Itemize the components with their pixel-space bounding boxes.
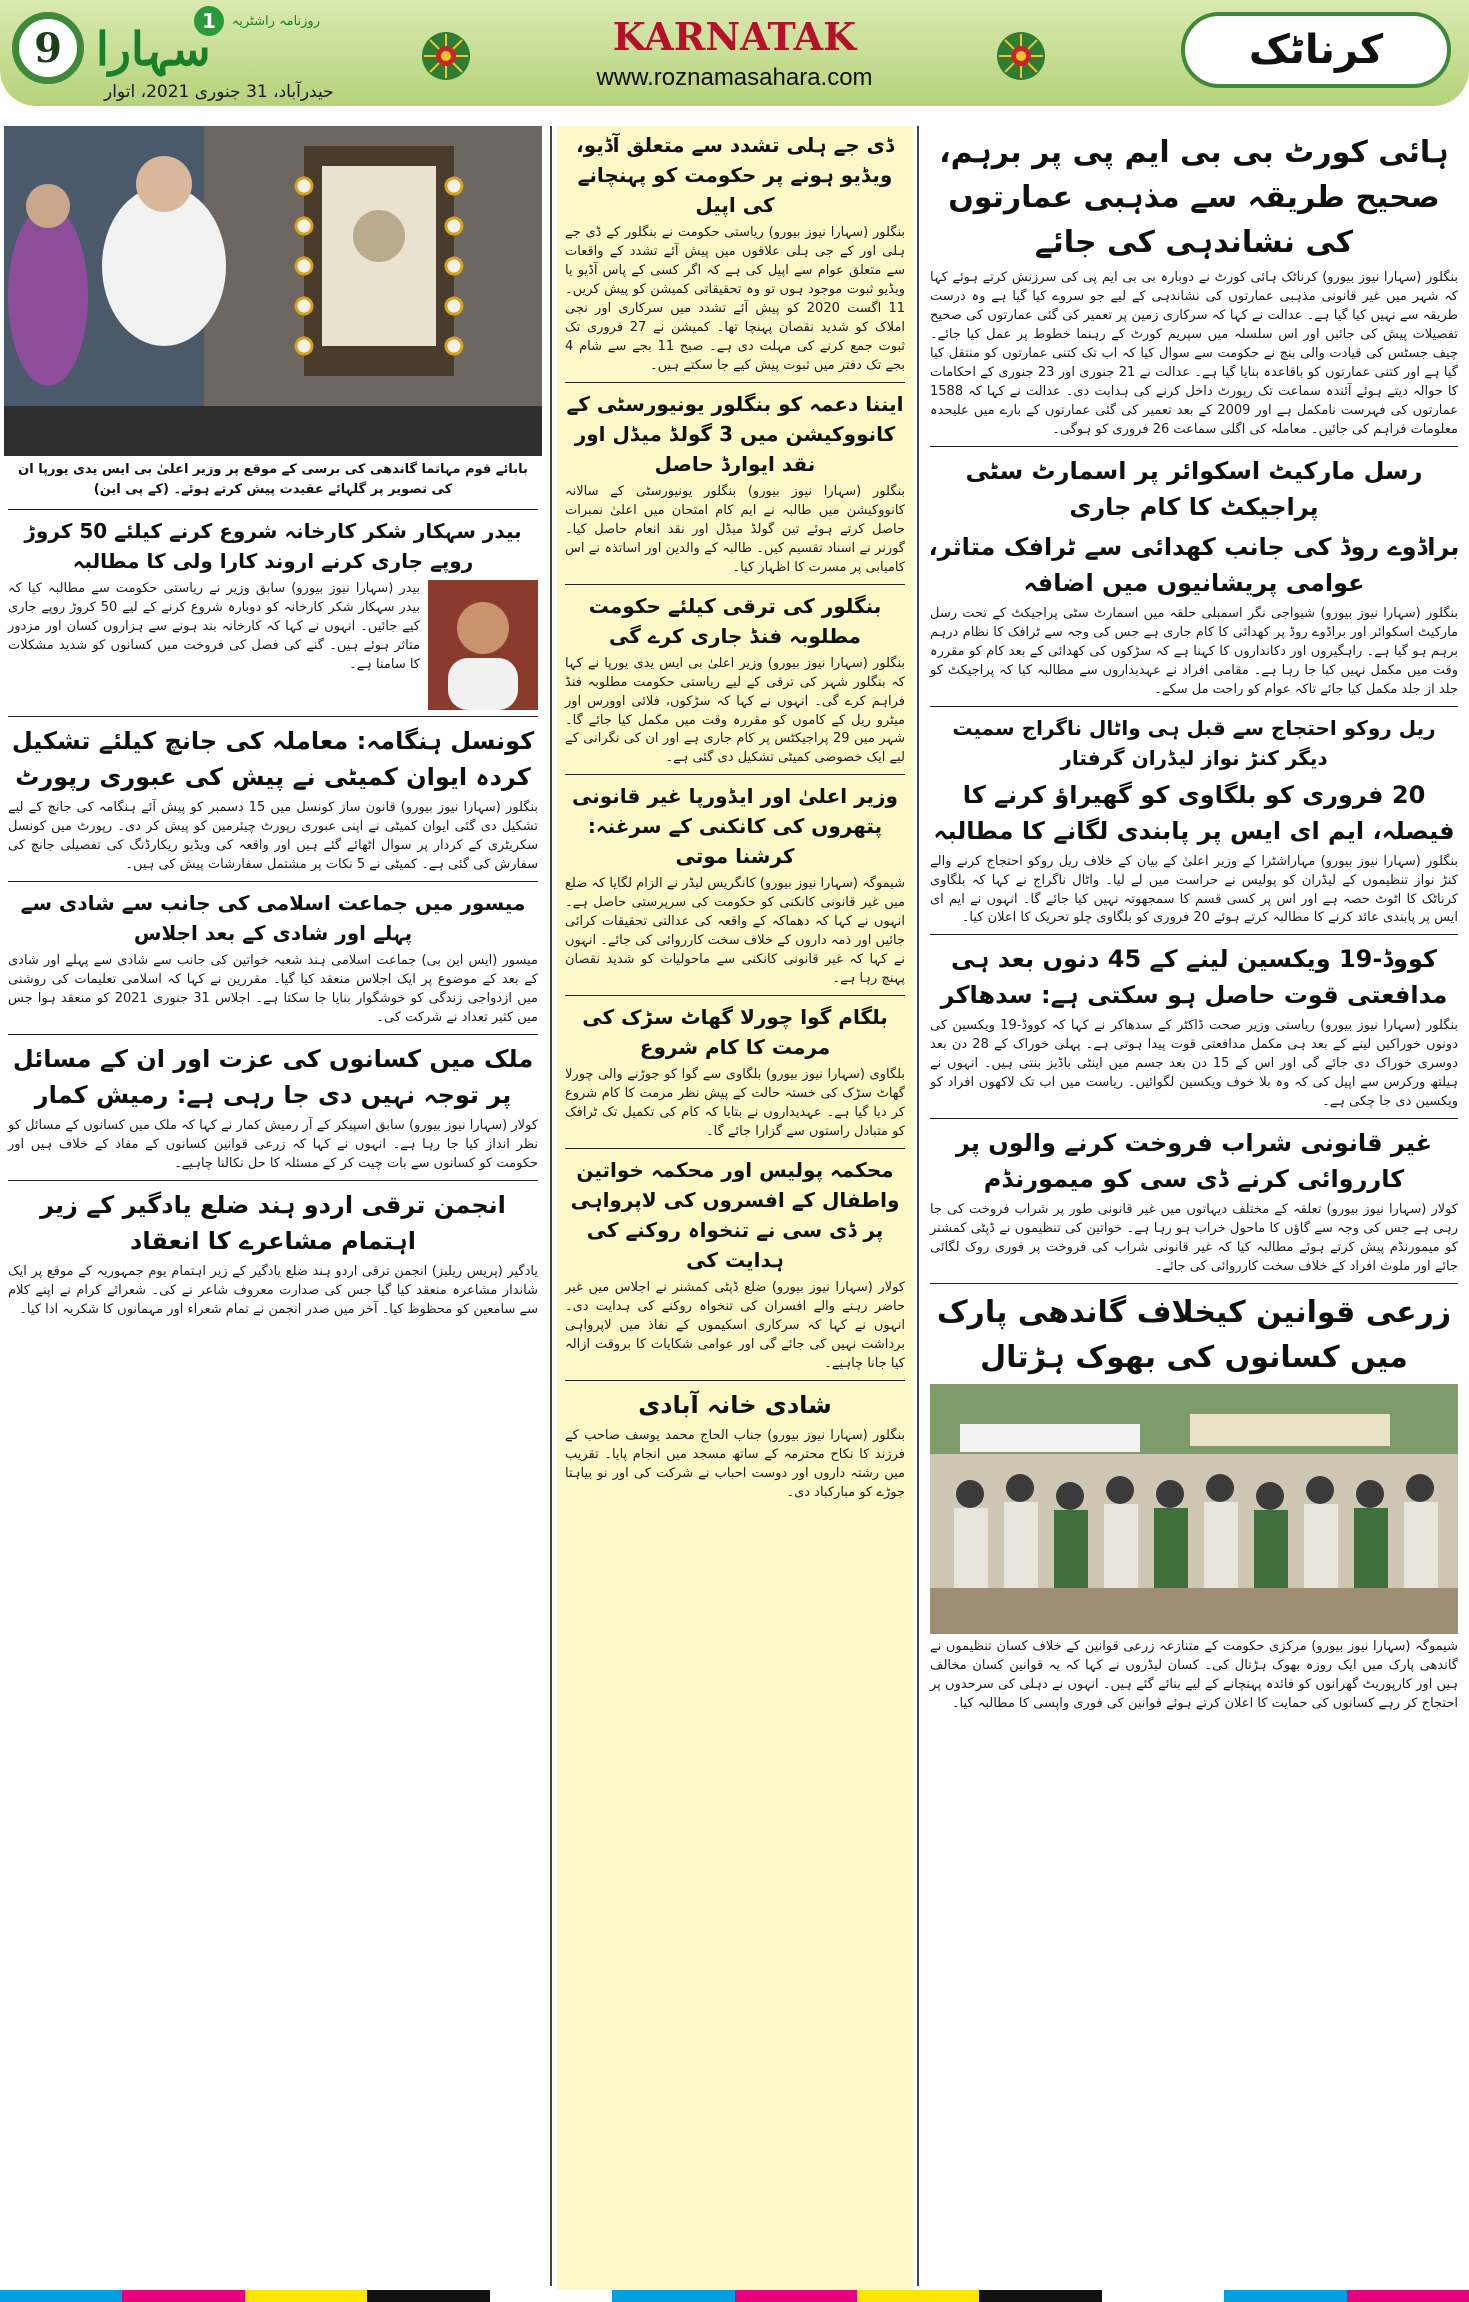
brand-subtitle: روزنامہ راشٹریہ xyxy=(231,14,320,29)
protest-photo xyxy=(930,1384,1458,1634)
story-body: شیموگہ (سہارا نیوز بیورو) کانگریس لیڈر نے الزام لگایا کہ ضلع میں غیر قانونی کانکنی کو حکومت کی سرپرستی حاصل ہے۔ انہوں نے کہا کہ دھماکہ کے واقعہ کی عدالتی تحقیقات کرائی جائیں اور ذمہ داروں کے خلاف سخت کارروائی کی جائے۔ انہوں نے کہا کہ غیر قانونی کانکنی سے ماحولیات کو شدید نقصان پہنچ رہا ہے۔ xyxy=(565,876,905,987)
tribute-photo xyxy=(4,126,542,456)
story-headline: بلگام گوا چورلا گھاٹ سڑک کی مرمت کا کام شروع xyxy=(582,1005,888,1060)
story-body: کولار (سہارا نیوز بیورو) ضلع ڈپٹی کمشنر نے اجلاس میں غیر حاضر رہنے والے افسران کی تنخواہ روکنے کی ہدایت دی۔ انہوں نے کہا کہ سرکاری اسکیموں کے نفاذ میں لاپرواہی برداشت نہیں کی جائے گی اور عوامی شکایات کا بروقت ازالہ کیا جانا چاہیے۔ xyxy=(565,1280,905,1371)
story-headline: بنگلور کی ترقی کیلئے حکومت مطلوبہ فنڈ جاری کرے گی xyxy=(588,593,882,648)
brand-badge: 1 xyxy=(194,6,224,36)
divider xyxy=(565,774,905,775)
story-headline: محکمہ پولیس اور محکمہ خواتین واطفال کے افسروں کی لاپرواہی پر ڈی سی نے تنخواہ روکنے کی ہدایت کی xyxy=(570,1158,900,1273)
story-body: یادگیر (پریس ریلیز) انجمن ترقی اردو ہند ضلع یادگیر کے زیر اہتمام یوم جمہوریہ کے موقع پر ایک شاندار مشاعرہ منعقد کیا گیا جس کی صدارت معروف شاعر نے کی۔ شعرائے کرام نے اپنے کلام سے سامعین کو محظوظ کیا۔ آخر میں صدر انجمن نے تمام شعراء اور مہمانوں کا شکریہ ادا کیا۔ xyxy=(8,1263,538,1317)
story-subhead: 20 فروری کو بلگاوی کو گھیراؤ کرنے کا فیصلہ، ایم ای ایس پر پابندی لگانے کا مطالبہ xyxy=(933,780,1455,845)
page-number: 9 xyxy=(12,12,84,84)
story-headline: ریل روکو احتجاج سے قبل ہی واٹال ناگراج سمیت دیگر کنڑ نواز لیڈران گرفتار xyxy=(952,715,1436,770)
section-title-ur: کرناٹک xyxy=(1181,12,1451,88)
divider xyxy=(930,1118,1458,1119)
divider xyxy=(8,509,538,510)
story-headline: بیدر سہکار شکر کارخانہ شروع کرنے کیلئے 50 کروڑ روپے جاری کرنے اروند کارا ولی کا مطالبہ xyxy=(24,519,522,573)
divider xyxy=(8,716,538,717)
story-headline: میسور میں جماعت اسلامی کی جانب سے شادی سے پہلے اور شادی کے بعد اجلاس xyxy=(20,890,526,945)
color-registration-strip xyxy=(0,2290,1469,2302)
story-headline: کونسل ہنگامہ: معاملہ کی جانچ کیلئے تشکیل کردہ ایوان کمیٹی نے پیش کی عبوری رپورٹ xyxy=(11,727,535,791)
story-body: بلگاوی (سہارا نیوز بیورو) بلگاوی سے گوا کو جوڑنے والی چورلا گھاٹ سڑک کی خستہ حالت کے پیش نظر مرمت کا کام شروع کر دیا گیا ہے۔ عہدیداروں نے بتایا کہ کام کی تکمیل تک ٹرافک کو متبادل راستوں سے گزارا جائے گا۔ xyxy=(565,1067,905,1140)
photo-caption: بابائے قوم مہاتما گاندھی کی برسی کے موقع پر وزیر اعلیٰ بی ایس یدی یورپا ان کی تصویر پر گلہائے عقیدت پیش کرتے ہوئے۔ (کے پی این) xyxy=(18,462,528,497)
story-headline: ڈی جے ہلی تشدد سے متعلق آڈیو، ویڈیو ہونے پر حکومت کو پہنچانے کی اپیل xyxy=(576,133,894,217)
left-column xyxy=(0,126,546,2291)
divider xyxy=(565,382,905,383)
story-headline: شادی خانہ آبادی xyxy=(638,1390,832,1419)
story-body: بنگلور (سہارا نیوز بیورو) ریاستی وزیر صحت ڈاکٹر کے سدھاکر نے کہا کہ کووڈ-19 ویکسین کی دونوں خوراکیں لینے کے بعد ہی مکمل مدافعتی قوت پیدا ہوتی ہے۔ پہلی خوراک کے 28 دن بعد دوسری خوراک دی جائے گی اور اس کے 15 دن بعد جسم میں اینٹی باڈیز بنتی ہیں۔ انہوں نے ہیلتھ ورکرس سے اپیل کی کہ وہ بلا خوف ویکسین لگوائیں۔ ریاست میں اب تک لاکھوں افراد کو ویکسین دی جا چکی ہے۔ xyxy=(930,1018,1459,1110)
story-body: بنگلور (سہارا نیوز بیورو) بنگلور یونیورسٹی کے سالانہ کانووکیشن میں طالبہ نے ایم کام امتحان میں اعلیٰ نمبرات حاصل کرتے ہوئے تین گولڈ میڈل اور نقد انعام حاصل کیا۔ گورنر نے اسناد تقسیم کیں۔ طالبہ کے والدین اور اساتذہ نے اس کامیابی پر مسرت کا اظہار کیا۔ xyxy=(565,483,905,575)
story-body: بنگلور (سہارا نیوز بیورو) ریاستی حکومت نے بنگلور کے ڈی جے ہلی اور کے جی ہلی علاقوں میں پیش آئے تشدد کے واقعات سے متعلق عوام سے اپیل کی ہے کہ اگر کسی کے پاس آڈیو یا ویڈیو ثبوت موجود ہوں تو وہ تحقیقاتی کمیشن کو پیش کریں۔ 11 اگست 2020 کو پیش آئے تشدد میں سرکاری اور نجی املاک کو شدید نقصان پہنچا تھا۔ کمیشن نے 27 فروری تک ثبوت جمع کرنے کی مہلت دی ہے۔ صبح 11 بجے سے شام 4 بجے تک دفتر میں ثبوت پیش کیے جا سکتے ہیں۔ xyxy=(565,225,905,373)
masthead xyxy=(0,0,1469,112)
story-subhead: براڈوے روڈ کی جانب کھدائی سے ٹرافک متاثر، عوامی پریشانیوں میں اضافہ xyxy=(928,532,1460,597)
divider xyxy=(8,881,538,882)
middle-column xyxy=(557,126,913,2301)
divider xyxy=(565,1380,905,1381)
section-title-en: KARNATAK xyxy=(612,14,857,59)
story-with-portrait xyxy=(0,580,546,710)
story-headline: وزیر اعلیٰ اور ایڈورپا غیر قانونی پتھروں کی کانکنی کے سرغنہ: کرشنا موتی xyxy=(572,784,898,869)
story-headline: زرعی قوانین کیخلاف گاندھی پارک میں کسانوں کی بھوک ہڑتال xyxy=(936,1295,1452,1376)
divider xyxy=(8,1180,538,1181)
story-headline: رسل مارکیٹ اسکوائر پر اسمارٹ سٹی پراجیکٹ کا کام جاری xyxy=(965,456,1423,521)
story-body: شیموگہ (سہارا نیوز بیورو) مرکزی حکومت کے متنازعہ زرعی قوانین کے خلاف کسان تنظیموں نے گاندھی پارک میں ایک روزہ بھوک ہڑتال کی۔ کسان لیڈروں نے کہا کہ یہ قوانین کسان مخالف ہیں اور کارپوریٹ گھرانوں کو فائدہ پہنچانے کے لیے بنائے گئے ہیں۔ انہوں نے دہلی کی سرحدوں پر احتجاج کر رہے کسانوں کی حمایت کا اعلان کرتے ہوئے قوانین کی فوری واپسی کا مطالبہ کیا۔ xyxy=(930,1639,1458,1712)
divider xyxy=(930,446,1458,447)
right-column xyxy=(922,126,1466,2291)
story-headline: غیر قانونی شراب فروخت کرنے والوں پر کارروائی کرنے ڈی سی کو میمورنڈم xyxy=(955,1129,1433,1194)
story-headline: ایننا دعمہ کو بنگلور یونیورسٹی کے کانووکیشن میں 3 گولڈ میڈل اور نقد ایوارڈ حاصل xyxy=(566,391,904,476)
divider xyxy=(930,1283,1458,1284)
divider xyxy=(565,1148,905,1149)
column-separator xyxy=(917,126,919,2286)
story-body: بنگلور (سہارا نیوز بیورو) قانون ساز کونسل میں 15 دسمبر کو پیش آئے ہنگامہ کی جانچ کے لیے تشکیل دی گئی ایوان کمیٹی نے اپنی عبوری رپورٹ چیئرمین کو پیش کر دی۔ رپورٹ میں کونسل سکریٹری کے کردار پر سوال اٹھائے گئے ہیں اور واقعہ کی ویڈیو ریکارڈنگ کی تفصیلی جانچ کی سفارش کی گئی ہے۔ کمیٹی نے 5 نکات پر مشتمل سفارشات پیش کی ہیں۔ xyxy=(8,800,538,872)
divider xyxy=(565,584,905,585)
divider xyxy=(8,1034,538,1035)
story-headline: انجمن ترقی اردو ہند ضلع یادگیر کے زیر اہتمام مشاعرے کا انعقاد xyxy=(40,1190,506,1255)
story-headline: کووڈ-19 ویکسین لینے کے 45 دنوں بعد ہی مدافعتی قوت حاصل ہو سکتی ہے: سدھاکر xyxy=(940,945,1448,1010)
divider xyxy=(930,706,1458,707)
site-url[interactable]: www.roznamasahara.com xyxy=(596,64,873,91)
story-body: بنگلور (سہارا نیوز بیورو) جناب الحاج محمد یوسف صاحب کے فرزند کا نکاح محترمہ کے ساتھ مسجد میں انجام پایا۔ تقریب میں رشتہ داروں اور دوست احباب نے شرکت کی اور نو بیاہتا جوڑے کو مبارکباد دی۔ xyxy=(565,1427,905,1500)
story-body: میسور (ایس این بی) جماعت اسلامی ہند شعبہ خواتین کی جانب سے شادی سے پہلے اور شادی کے بعد کے موضوع پر ایک اجلاس منعقد کیا گیا۔ مقررین نے کہا کہ اسلامی تعلیمات کی روشنی میں ازدواجی زندگی کو خوشگوار بنایا جا سکتا ہے۔ اجلاس 31 جنوری 2021 کو منعقد ہوا جس میں کثیر تعداد نے شرکت کی۔ xyxy=(8,952,538,1025)
farmers-protest-image xyxy=(930,1384,1458,1634)
story-body: بیدر (سہارا نیوز بیورو) سابق وزیر نے ریاستی حکومت سے مطالبہ کیا کہ بیدر سہکار شکر کارخانہ کو دوبارہ شروع کرنے کے لیے 50 کروڑ روپے جاری کیے جائیں۔ انہوں نے کہا کہ کارخانہ بند ہونے سے ہزاروں کسان اور مزدور متاثر ہوئے ہیں۔ گنے کی فصل کی فروخت میں کسانوں کو شدید مشکلات کا سامنا ہے۔ xyxy=(8,581,421,672)
story-headline: ملک میں کسانوں کی عزت اور ان کے مسائل پر توجہ نہیں دی جا رہی ہے: رمیش کمار xyxy=(12,1044,534,1109)
story-body: کولار (سہارا نیوز بیورو) تعلقہ کے مختلف دیہاتوں میں غیر قانونی طور پر شراب فروخت کی جا رہی ہے جس کی وجہ سے گاؤں کا ماحول خراب ہو رہا ہے۔ خواتین کی تنظیموں نے ڈپٹی کمشنر کو میمورنڈم پیش کرتے ہوئے مطالبہ کیا کہ غیر قانونی شراب کی فروخت پر فوری روک لگائی جائے اور ملوث افراد کے خلاف سخت کارروائی کی جائے۔ xyxy=(930,1202,1458,1275)
story-body: بنگلور (سہارا نیوز بیورو) شیواجی نگر اسمبلی حلقہ میں اسمارٹ سٹی پراجیکٹ کے تحت رسل مارکیٹ اسکوائر اور براڈوے روڈ پر کھدائی کا کام جاری ہے جس کی وجہ سے ٹرافک کا نظام درہم برہم ہو گیا ہے۔ راہگیروں اور دکانداروں کا کہنا ہے کہ سڑکوں کی کھدائی کے بعد کام کو مقررہ وقت میں مکمل نہیں کیا جا رہا ہے۔ مقامی افراد نے عہدیداروں سے مطالبہ کیا کہ پراجیکٹ کو جلد از جلد مکمل کیا جائے تاکہ عوام کو راحت مل سکے۔ xyxy=(930,605,1458,697)
lead-headline: ہائی کورٹ بی بی ایم پی پر برہم، صحیح طریقہ سے مذہبی عمارتوں کی نشاندہی کی جائے xyxy=(939,135,1449,260)
divider xyxy=(565,995,905,996)
portrait-image xyxy=(428,580,538,710)
story-body: کولار (سہارا نیوز بیورو) سابق اسپیکر کے آر رمیش کمار نے کہا کہ ملک میں کسانوں کے مسائل کو نظر انداز کیا جا رہا ہے۔ انہوں نے کہا کہ زرعی قوانین کسانوں کے مفاد کے خلاف ہیں اور حکومت کو کسانوں سے بات چیت کر کے مسئلہ کا حل نکالنا چاہیے۔ xyxy=(8,1117,538,1171)
tribute-image xyxy=(4,126,542,456)
story-body: بنگلور (سہارا نیوز بیورو) مہاراشٹرا کے وزیر اعلیٰ کے بیان کے خلاف ریل روکو احتجاج کرنے والے کنڑ نواز تنظیموں کے لیڈران کو پولیس نے حراست میں لے لیا۔ واٹال ناگراج نے کہا کہ بلگاوی کرناٹک کا اٹوٹ حصہ ہے اور اس پر کسی قسم کا سمجھوتہ نہیں کیا جائے گا۔ انہوں نے ایم ای ایس پر پابندی عائد کرنے کا مطالبہ کرتے ہوئے 20 فروری کو بلگاوی چلو تحریک کا اعلان کیا۔ xyxy=(930,853,1458,926)
divider xyxy=(930,934,1458,935)
column-separator xyxy=(550,126,552,2286)
lead-body: بنگلور (سہارا نیوز بیورو) کرناٹک ہائی کورٹ نے دوبارہ بی بی ایم پی کی سرزنش کرتے ہوئے کہا کہ شہر میں غیر قانونی مذہبی عمارتوں کی نشاندہی کے لیے جو سروے کیا گیا ہے وہ درست طریقہ سے نہیں کیا گیا ہے۔ عدالت نے کہا کہ سرکاری زمین پر تعمیر کی گئی عمارتوں کی صحیح تفصیلات پیش کی جائیں اور اس سلسلہ میں سپریم کورٹ کے رہنما خطوط پر عمل کیا جائے۔ چیف جسٹس کی قیادت والی بنچ نے حکومت سے سوال کیا کہ اب تک کتنی عمارتوں کو منتقل کیا گیا ہے اور کتنی عمارتوں کو باقاعدہ بنایا گیا ہے۔ عدالت نے 21 جنوری اور 23 جنوری کے احکامات کا حوالہ دیتے ہوئے آئندہ سماعت تک رپورٹ داخل کرنے کی ہدایت دی۔ عدالت نے کہا کہ 1588 عمارتوں کی فہرست نامکمل ہے اور 2009 کے بعد تعمیر کی گئی عمارتوں کے بارے میں علیحدہ معلومات فراہم کی جائیں۔ معاملہ کی اگلی سماعت 26 فروری کو ہوگی۔ xyxy=(930,270,1458,437)
story-body: بنگلور (سہارا نیوز بیورو) وزیر اعلیٰ بی ایس یدی یورپا نے کہا کہ بنگلور شہر کی ترقی کے لیے ریاستی حکومت مطلوبہ فنڈ فراہم کرے گی۔ انہوں نے کہا کہ سڑکوں، فلائی اوورس اور میٹرو ریل کے کاموں کو مقررہ وقت میں مکمل کیا جائے گا۔ شہر میں 29 پراجیکٹس پر کام جاری ہے اور ان کی نگرانی کے لیے ایک خصوصی کمیٹی تشکیل دی گئی ہے۔ xyxy=(565,655,905,766)
dateline: حیدرآباد، 31 جنوری 2021، اتوار xyxy=(104,82,334,102)
brand-logo: سہارا xyxy=(96,22,211,76)
